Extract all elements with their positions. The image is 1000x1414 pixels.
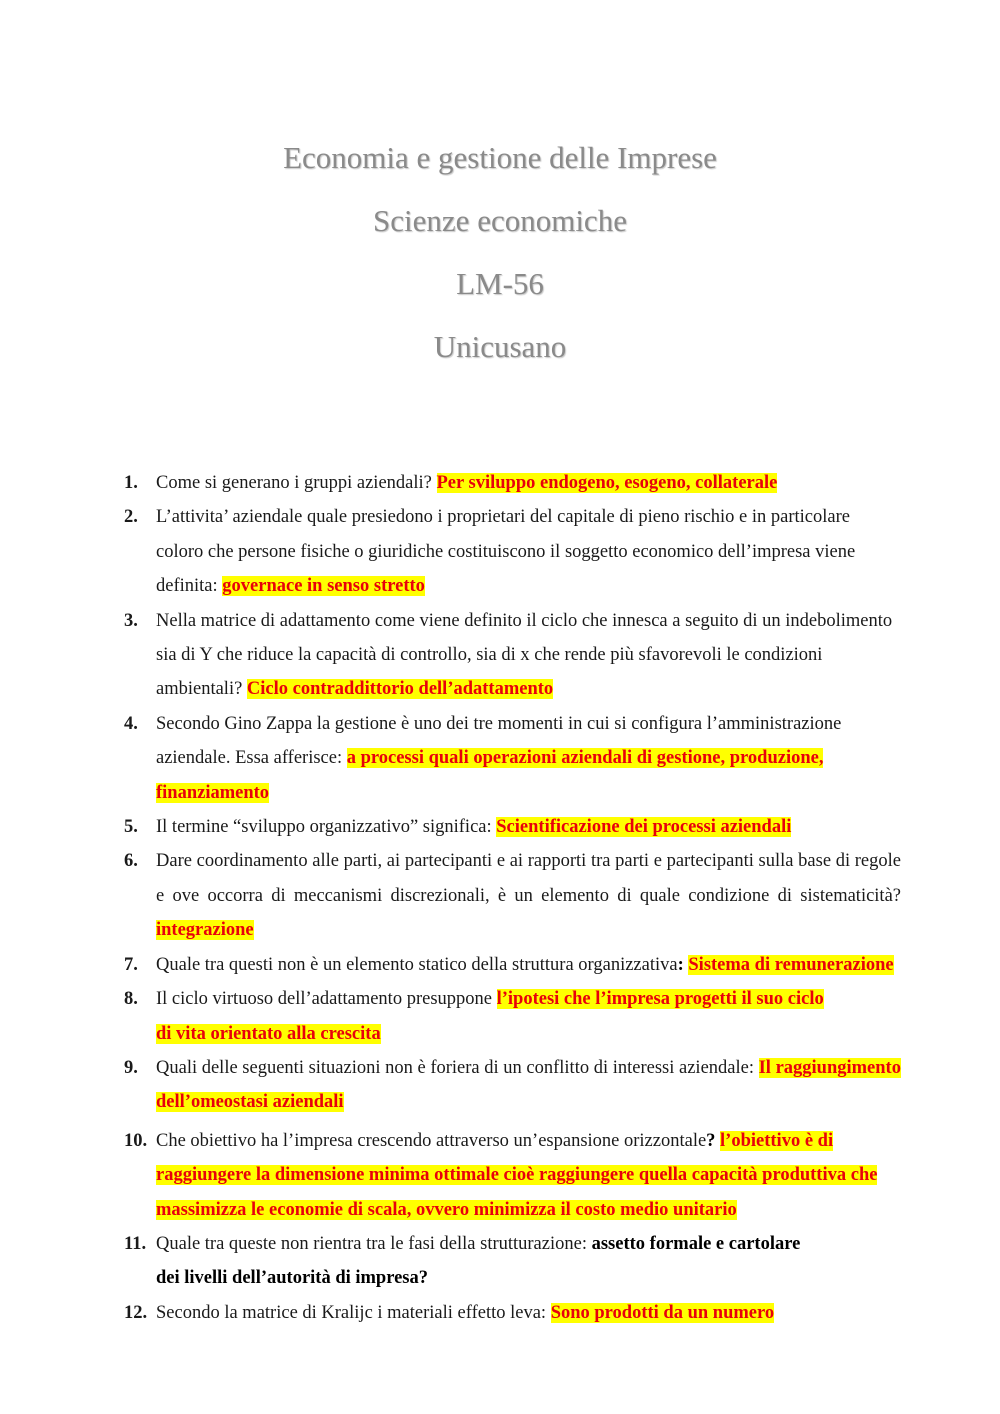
item-number: 11. <box>124 1233 147 1254</box>
answer-text: Sono prodotti da un numero <box>550 1302 775 1323</box>
question-text: Dare coordinamento alle parti, ai partecipanti e ai rapporti tra parti e partecipanti sulla base di regole e ove occorra di meccanismi discrezionali, è un elemento di quale condizione di sistematicità? <box>156 851 901 906</box>
answer-text: Ciclo contraddittorio dell’adattamento <box>246 679 554 700</box>
degree-code-title: LM-56 <box>456 266 544 301</box>
answer-text: governace in senso stretto <box>222 576 425 597</box>
question-punctuation: ? <box>706 1130 721 1151</box>
question-punctuation: : <box>677 954 689 975</box>
question-text: Quale tra queste non rientra tra le fasi della strutturazione: <box>156 1233 592 1254</box>
faculty-title: Scienze economiche <box>373 203 627 238</box>
answer-text: integrazione <box>156 920 254 941</box>
item-number: 7. <box>124 954 138 975</box>
question-item-9 <box>0 1051 901 1120</box>
question-item-4 <box>0 707 901 810</box>
question-item-3 <box>0 604 901 707</box>
answer-text: Sistema di remunerazione <box>688 954 894 975</box>
question-item-7 <box>0 948 901 982</box>
question-text: Quale tra questi non è un elemento statico della struttura organizzativa <box>156 954 678 975</box>
answer-text: a processi quali operazioni aziendali di gestione, produzione, finanziamento <box>156 748 824 803</box>
item-number: 10. <box>124 1130 148 1151</box>
answer-text: Il raggiungimento dell’omeostasi aziendali <box>156 1057 901 1113</box>
question-text: Quali delle seguenti situazioni non è foriera di un conflitto di interessi aziendale: <box>156 1057 759 1078</box>
answer-text-continued: dei livelli dell’autorità di impresa? <box>156 1268 429 1289</box>
item-number: 4. <box>124 713 138 734</box>
answer-text: l’ipotesi che l’impresa progetti il suo ciclo <box>496 989 824 1010</box>
title-block <box>0 138 1000 390</box>
item-number: 9. <box>124 1057 138 1078</box>
item-number: 1. <box>124 473 138 493</box>
question-item-1 <box>0 466 901 500</box>
question-item-10 <box>0 1124 901 1227</box>
item-number: 8. <box>124 989 138 1010</box>
course-title: Economia e gestione delle Imprese <box>283 140 717 175</box>
question-item-6 <box>0 844 901 947</box>
question-text: Secondo Gino Zappa la gestione è uno dei tre momenti in cui si configura l’amministrazione aziendale. Essa afferisce: <box>156 713 842 769</box>
item-number: 3. <box>124 610 138 631</box>
question-text: L’attivita’ aziendale quale presiedono i proprietari del capitale di pieno rischio e in particolare coloro che persone fisiche o giuridiche costituiscono il soggetto economico dell’impresa viene definita: <box>156 507 856 597</box>
item-number: 2. <box>124 507 138 528</box>
question-list <box>0 466 901 1330</box>
item-number: 6. <box>124 851 138 872</box>
university-title: Unicusano <box>433 329 567 364</box>
question-item-2 <box>0 500 901 603</box>
question-text: Nella matrice di adattamento come viene definito il ciclo che innesca a seguito di un indebolimento sia di Y che riduce la capacità di controllo, sia di x che rende più sfavorevoli le condizioni ambientali? <box>156 610 893 700</box>
answer-text-continued: di vita orientato alla crescita <box>156 1023 381 1044</box>
question-item-5 <box>0 810 901 844</box>
question-text: Che obiettivo ha l’impresa crescendo attraverso un’espansione orizzontale <box>156 1130 707 1151</box>
item-number: 5. <box>124 817 138 838</box>
item-number: 12. <box>124 1302 148 1323</box>
question-text: Il termine “sviluppo organizzativo” significa: <box>156 817 497 838</box>
answer-text: Scientificazione dei processi aziendali <box>496 817 792 838</box>
question-text: Il ciclo virtuoso dell’adattamento presuppone <box>156 989 497 1010</box>
answer-text: assetto formale e cartolare <box>591 1233 801 1254</box>
answer-text: Per sviluppo endogeno, esogeno, collaterale <box>436 473 778 493</box>
question-text: Come si generano i gruppi aziendali? <box>156 473 437 493</box>
question-text: Secondo la matrice di Kralijc i materiali effetto leva: <box>156 1302 551 1323</box>
question-item-12 <box>0 1296 901 1330</box>
question-item-11 <box>0 1227 901 1296</box>
answer-text: l’obiettivo è di raggiungere la dimensione minima ottimale cioè raggiungere quella capacità produttiva che massimizza le economie di scala, ovvero minimizza il costo medio unitario <box>156 1130 878 1220</box>
question-item-8 <box>0 982 901 1051</box>
